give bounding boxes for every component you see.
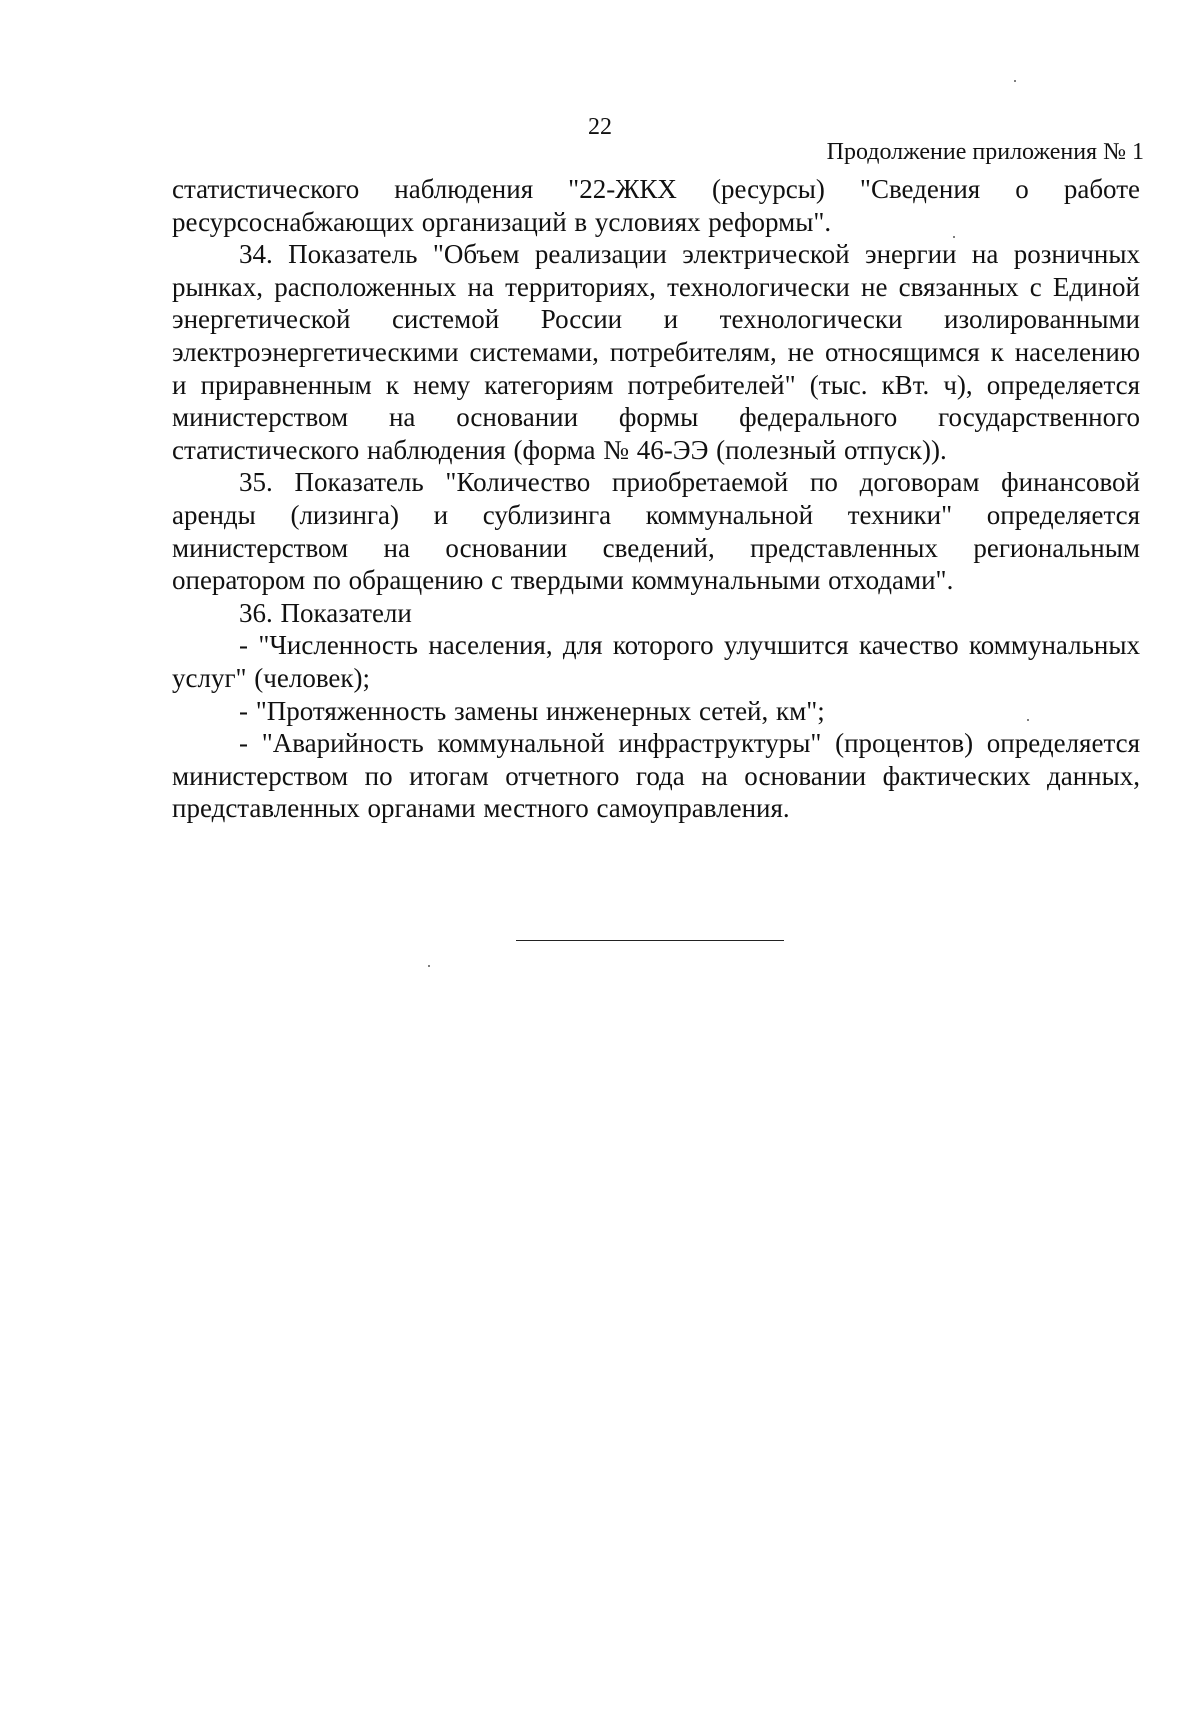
scan-speck [1014,80,1016,82]
paragraph-item-34: 34. Показатель "Объем реализации электрической энергии на розничных рынках, расположенных на территориях, технологически не связанных с Единой энергетической системой России и технологически изолированными электроэнергетическими системами, потребителям, не относящимся к населению и приравненным к нему категориям потребителей" (тыс. кВт. ч), определяется министерством на основании формы федерального государственного статистического наблюдения (форма № 46-ЭЭ (полезный отпуск)). [172,239,1140,465]
bullet-population-count: - "Численность населения, для которого улучшится качество коммунальных услуг" (человек); [172,630,1140,693]
paragraph-item-36: 36. Показатели [239,597,412,628]
scan-speck [1027,719,1029,721]
document-body [172,173,1140,825]
page-number: 22 [588,114,612,140]
paragraph-continuation: статистического наблюдения "22-ЖКХ (ресурсы) "Сведения о работе ресурсоснабжающих организаций в условиях реформы". [172,174,1140,237]
appendix-continuation-note: Продолжение приложения № 1 [826,139,1144,165]
document-end-line [516,940,784,941]
bullet-network-length: - "Протяженность замены инженерных сетей, км"; [239,695,825,726]
bullet-infrastructure-accident-rate: - "Аварийность коммунальной инфраструктуры" (процентов) определяется министерством по итогам отчетного года на основании фактических данных, представленных органами местного самоуправления. [172,728,1140,824]
scan-speck [428,965,430,967]
scan-speck [953,236,955,238]
paragraph-item-35: 35. Показатель "Количество приобретаемой по договорам финансовой аренды (лизинга) и сублизинга коммунальной техники" определяется министерством на основании сведений, представленных региональным оператором по обращению с твердыми коммунальными отходами". [172,467,1140,596]
